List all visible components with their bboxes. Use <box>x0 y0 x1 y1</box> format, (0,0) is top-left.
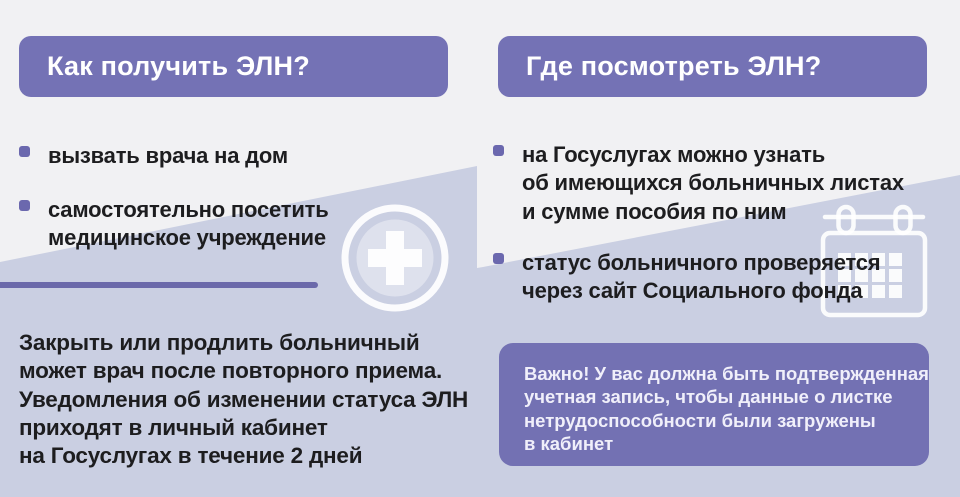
left-section-header-label: Как получить ЭЛН? <box>47 51 310 81</box>
list-item-text: самостоятельно посетить <box>48 197 329 222</box>
list-item-text: статус больничного проверяется <box>522 250 881 275</box>
square-bullet-icon <box>493 253 504 264</box>
right-section-header <box>498 36 927 97</box>
note-line: учетная запись, чтобы данные о листке <box>524 386 893 408</box>
paragraph-line: приходят в личный кабинет <box>19 414 328 440</box>
note-line: Важно! У вас должна быть подтвержденная <box>524 363 929 384</box>
paragraph-line: Закрыть или продлить больничный <box>19 330 420 355</box>
left-section-header <box>19 36 448 97</box>
list-item <box>522 249 880 306</box>
paragraph-line: на Госуслугах в течение 2 дней <box>19 443 363 469</box>
note-line: в кабинет <box>524 433 614 455</box>
square-bullet-icon <box>19 146 30 157</box>
square-bullet-icon <box>493 145 504 156</box>
list-item-text: на Госуслугах можно узнать <box>522 142 826 167</box>
list-item <box>48 196 329 253</box>
list-item-text: и сумме пособия по ним <box>522 198 787 224</box>
note-line: нетрудоспособности были загружены <box>524 409 876 431</box>
list-item-text: медицинское учреждение <box>48 225 326 251</box>
list-item <box>48 142 288 170</box>
list-item-text: через сайт Социального фонда <box>522 278 863 304</box>
divider-line <box>0 282 318 288</box>
closing-paragraph <box>19 329 468 470</box>
list-item-text: вызвать врача на дом <box>48 143 288 168</box>
paragraph-line: может врач после повторного приема. <box>19 358 443 384</box>
paragraph-line: Уведомления об изменении статуса ЭЛН <box>19 386 469 412</box>
list-item <box>522 141 904 226</box>
right-section-header-label: Где посмотреть ЭЛН? <box>526 51 822 81</box>
square-bullet-icon <box>19 200 30 211</box>
medical-cross-icon <box>336 199 454 317</box>
important-note-box <box>499 343 929 466</box>
list-item-text: об имеющихся больничных листах <box>522 170 904 196</box>
